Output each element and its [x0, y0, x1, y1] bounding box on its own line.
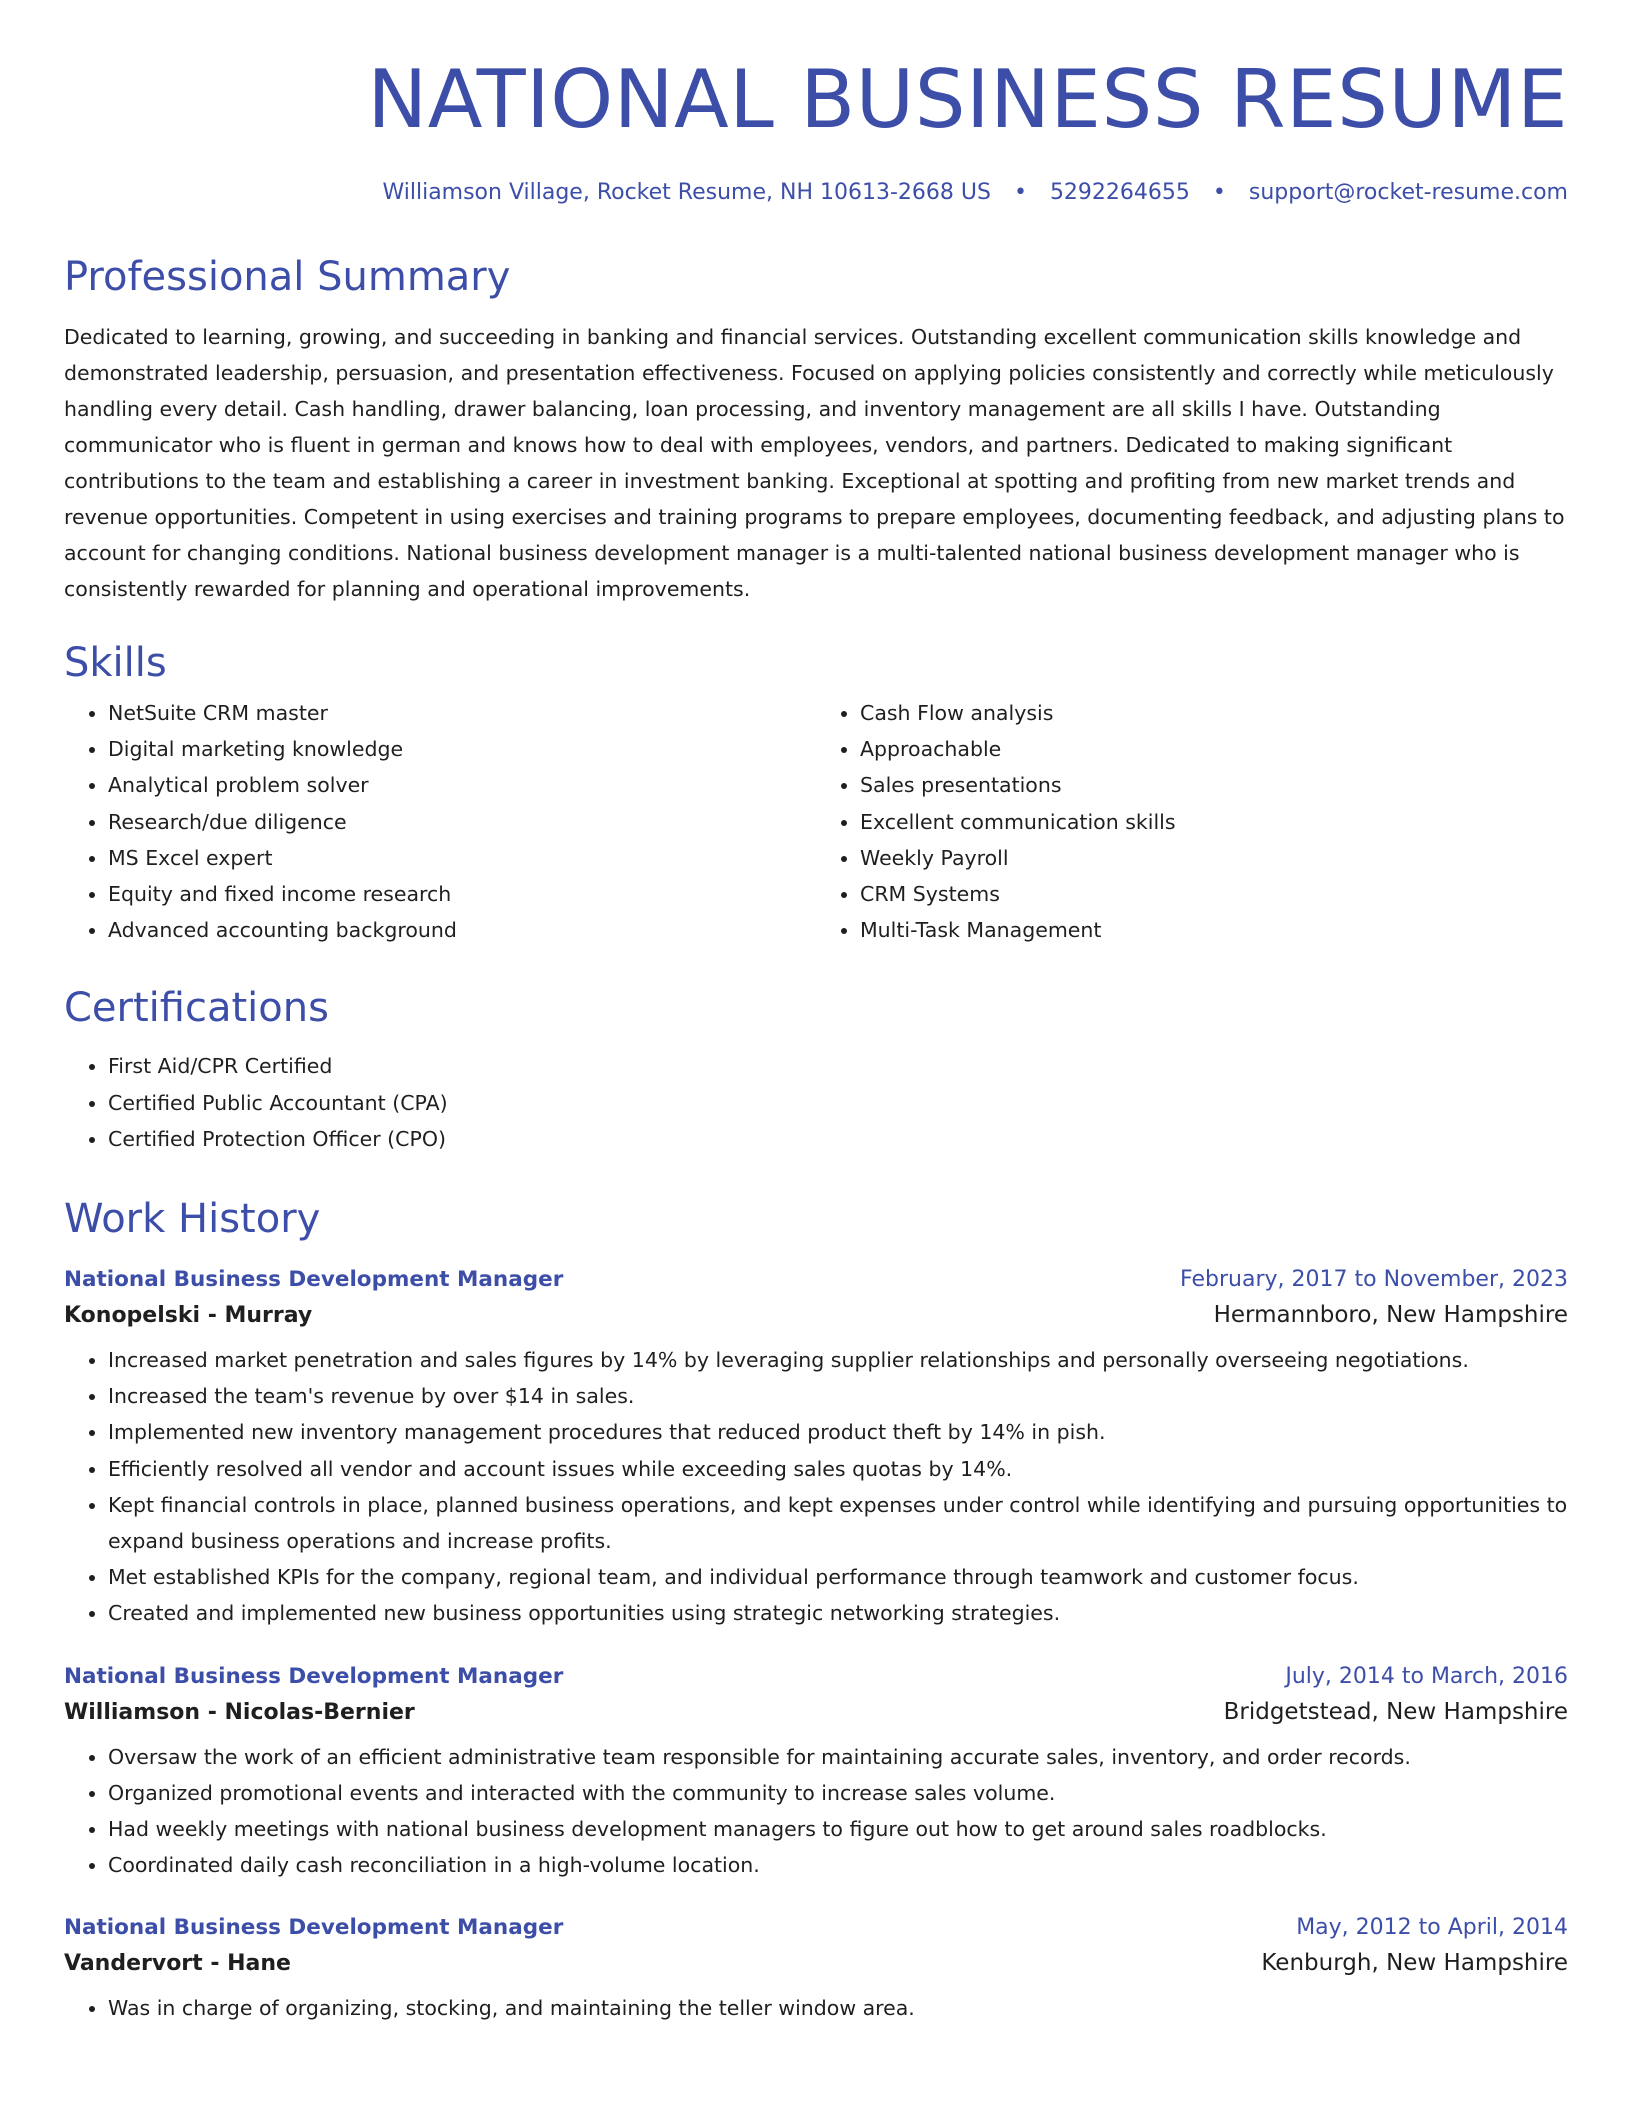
job-bullets	[64, 1739, 1568, 1884]
job-title: National Business Development Manager	[64, 1915, 564, 1941]
certification-item: • Certified Public Accountant (CPA)	[108, 1085, 1568, 1121]
skill-item: • Approachable	[860, 731, 1568, 767]
job-bullet: • Met established KPIs for the company, regional team, and individual performance through teamwork and customer focus.	[108, 1559, 1568, 1595]
skill-item: • Digital marketing knowledge	[108, 731, 816, 767]
summary-text: Dedicated to learning, growing, and succeeding in banking and financial services. Outstanding excellent communication skills knowledge and demonstrated leadership, persuasion, and presentation effectiveness. Focused on applying policies consistently and correctly while meticulously handling every detail. Cash handling, drawer balancing, loan processing, and inventory management are all skills I have. Outstanding communicator who is fluent in german and knows how to deal with employees, vendors, and partners. Dedicated to making significant contributions to the team and establishing a career in investment banking. Exceptional at spotting and profiting from new market trends and revenue opportunities. Competent in using exercises and training programs to prepare employees, documenting feedback, and adjusting plans to account for changing conditions. National business development manager is a multi-talented national business development manager who is consistently rewarded for planning and operational improvements.	[64, 325, 1565, 601]
job-header	[64, 1915, 1568, 1940]
job-bullets	[64, 1990, 1568, 2026]
job-entry	[64, 1664, 1568, 1884]
skills-list-right	[816, 695, 1568, 948]
job-company: Vandervort - Hane	[64, 1951, 291, 1977]
contact-line	[64, 180, 1568, 205]
job-entry	[64, 1267, 1568, 1632]
skill-item: • Research/due diligence	[108, 804, 816, 840]
skills-list-left	[64, 695, 816, 948]
job-title: National Business Development Manager	[64, 1663, 564, 1689]
job-dates: May, 2012 to April, 2014	[1296, 1915, 1568, 1941]
skill-item: • Sales presentations	[860, 767, 1568, 803]
job-bullet: • Created and implemented new business opportunities using strategic networking strategies.	[108, 1595, 1568, 1631]
contact-separator: •	[1212, 180, 1226, 205]
contact-address: Williamson Village, Rocket Resume, NH 10613-2668 US	[382, 180, 991, 205]
job-company: Williamson - Nicolas-Bernier	[64, 1699, 415, 1725]
job-subheader	[64, 1699, 1568, 1725]
job-bullet: • Had weekly meetings with national business development managers to figure out how to get around sales roadblocks.	[108, 1811, 1568, 1847]
skill-item: • NetSuite CRM master	[108, 695, 816, 731]
skill-item: • Multi-Task Management	[860, 912, 1568, 948]
job-location: Bridgetstead, New Hampshire	[1223, 1698, 1568, 1725]
job-title: National Business Development Manager	[64, 1267, 564, 1293]
contact-email: support@rocket-resume.com	[1248, 180, 1568, 205]
skill-item: • Excellent communication skills	[860, 804, 1568, 840]
job-bullets	[64, 1342, 1568, 1632]
job-bullet: • Kept financial controls in place, planned business operations, and kept expenses under control while identifying and pursuing opportunities to expand business operations and increase profits.	[108, 1487, 1568, 1559]
skill-item: • CRM Systems	[860, 876, 1568, 912]
skill-item: • Analytical problem solver	[108, 767, 816, 803]
resume-name: NATIONAL BUSINESS RESUME	[367, 53, 1568, 146]
job-location: Hermannboro, New Hampshire	[1213, 1302, 1568, 1329]
skill-item: • Weekly Payroll	[860, 840, 1568, 876]
job-entry	[64, 1915, 1568, 2026]
work-history-heading: Work History	[64, 1196, 321, 1243]
skill-item: • Advanced accounting background	[108, 912, 816, 948]
job-header	[64, 1267, 1568, 1292]
job-bullet: • Oversaw the work of an efficient administrative team responsible for maintaining accurate sales, inventory, and order records.	[108, 1739, 1568, 1775]
skills-heading: Skills	[64, 640, 167, 686]
job-header	[64, 1664, 1568, 1689]
skill-item: • Cash Flow analysis	[860, 695, 1568, 731]
summary-heading: Professional Summary	[64, 254, 511, 300]
job-subheader	[64, 1302, 1568, 1328]
job-dates: July, 2014 to March, 2016	[1285, 1663, 1568, 1689]
skill-item: • Equity and fixed income research	[108, 876, 816, 912]
contact-separator: •	[1013, 180, 1027, 205]
certifications-list	[64, 1048, 1568, 1157]
job-bullet: • Was in charge of organizing, stocking, and maintaining the teller window area.	[108, 1990, 1568, 2026]
resume-page	[64, 0, 1568, 2027]
job-bullet: • Efficiently resolved all vendor and account issues while exceeding sales quotas by 14%.	[108, 1451, 1568, 1487]
contact-phone: 5292264655	[1049, 180, 1190, 205]
certifications-heading: Certifications	[64, 985, 329, 1032]
skills-grid	[64, 695, 1568, 948]
job-bullet: • Organized promotional events and interacted with the community to increase sales volume.	[108, 1775, 1568, 1811]
job-subheader	[64, 1950, 1568, 1976]
certification-item: • Certified Protection Officer (CPO)	[108, 1121, 1568, 1157]
skill-item: • MS Excel expert	[108, 840, 816, 876]
job-bullet: • Increased the team's revenue by over $14 in sales.	[108, 1378, 1568, 1414]
job-company: Konopelski - Murray	[64, 1303, 313, 1329]
job-bullet: • Increased market penetration and sales figures by 14% by leveraging supplier relationships and personally overseeing negotiations.	[108, 1342, 1568, 1378]
job-bullet: • Coordinated daily cash reconciliation in a high-volume location.	[108, 1847, 1568, 1883]
certification-item: • First Aid/CPR Certified	[108, 1048, 1568, 1084]
job-bullet: • Implemented new inventory management procedures that reduced product theft by 14% in pish.	[108, 1414, 1568, 1450]
job-location: Kenburgh, New Hampshire	[1261, 1950, 1568, 1977]
job-dates: February, 2017 to November, 2023	[1180, 1267, 1568, 1293]
